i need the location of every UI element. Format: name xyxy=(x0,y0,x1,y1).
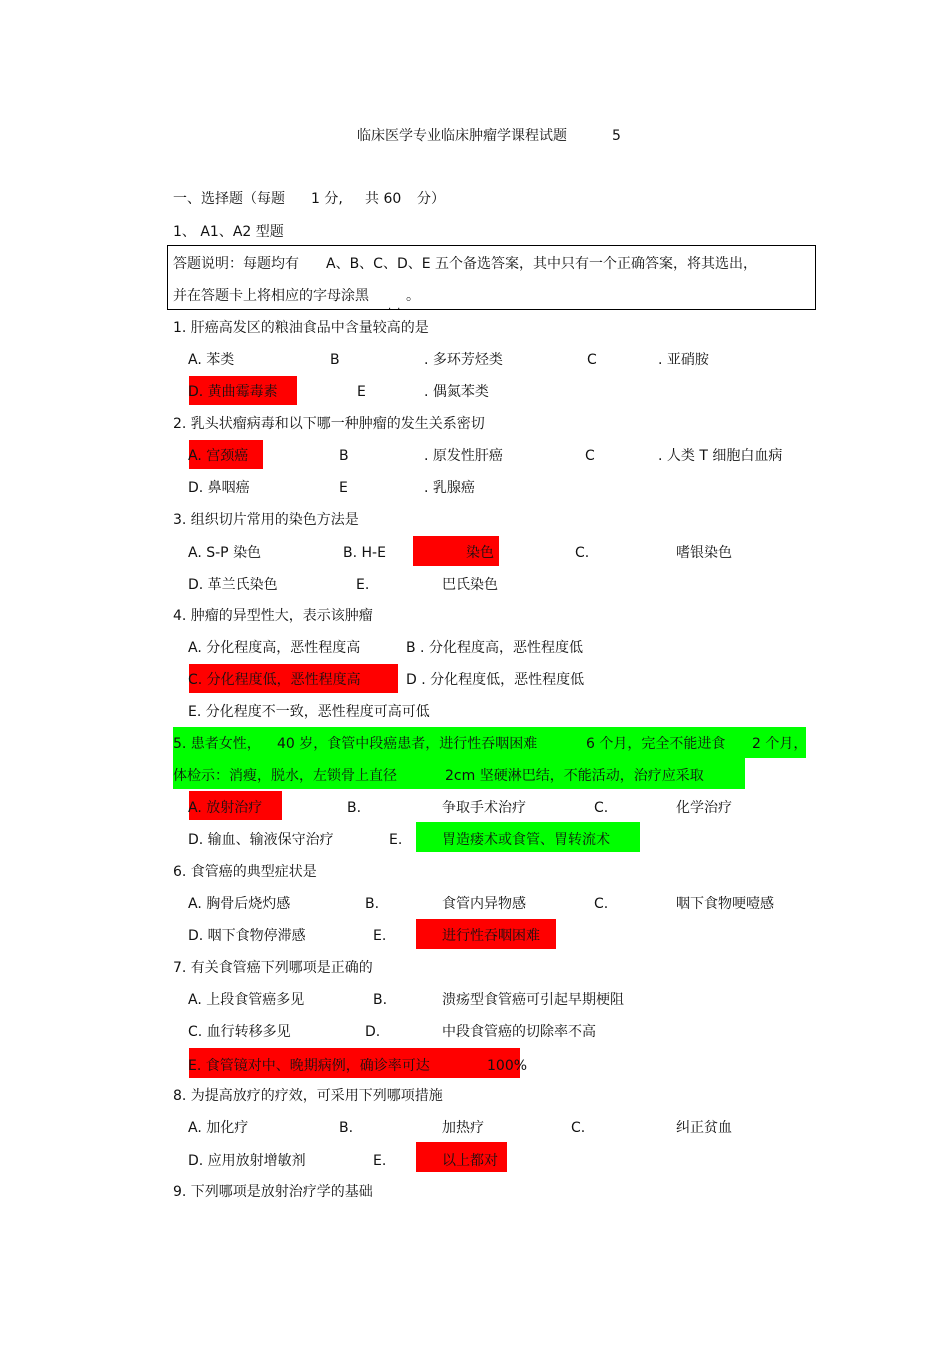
q3-option-a: A. S-P 染色 xyxy=(188,545,262,561)
q3-option-c: C. xyxy=(575,545,590,561)
q4-option-b: B . 分化程度高，恶性程度低 xyxy=(406,640,583,656)
q2-option-c-letter: C xyxy=(585,448,595,464)
q8-stem: 8. 为提高放疗的疗效，可采用下列哪项措施 xyxy=(173,1088,443,1104)
q5-stem-line2-part2: 2cm 坚硬淋巴结，不能活动，治疗应采取 xyxy=(445,768,704,784)
q8-option-d: D. 应用放射增敏剂 xyxy=(188,1153,306,1169)
q5-stem-line2-part1: 体检示：消瘦，脱水，左锁骨上直径 xyxy=(173,768,397,784)
q8-option-c-text: 纠正贫血 xyxy=(676,1120,732,1136)
q8-option-a: A. 加化疗 xyxy=(188,1120,249,1136)
q1-stem: 1. 肝癌高发区的粮油食品中含量较高的是 xyxy=(173,320,429,336)
q6-option-e: E. xyxy=(373,928,387,944)
q5-option-e-text: 胃造瘘术或食管、胃转流术 xyxy=(442,832,610,848)
q7-option-c: C. 血行转移多见 xyxy=(188,1024,291,1040)
section-heading-part1: 一、选择题（每题 xyxy=(173,191,285,207)
instructions-line1-options: A、B、C、D、E 五个备选答案，其中只有一个正确答案，将其选出， xyxy=(326,256,758,272)
instructions-line2-end: 。 xyxy=(406,288,420,304)
section-heading-part3: 共 60 xyxy=(365,191,402,207)
q5-option-c-text: 化学治疗 xyxy=(676,800,732,816)
q2-option-a: A. 宫颈癌 xyxy=(188,448,249,464)
q4-option-e: E. 分化程度不一致，恶性程度可高可低 xyxy=(188,704,430,720)
q8-option-b: B. xyxy=(339,1120,354,1136)
page-title-number: 5 xyxy=(612,128,621,144)
q4-option-a: A. 分化程度高，恶性程度高 xyxy=(188,640,361,656)
q7-option-e: E. 食管镜对中、晚期病例，确诊率可达 xyxy=(188,1058,430,1074)
q2-option-d: D. 鼻咽癌 xyxy=(188,480,250,496)
q1-option-b-text: . 多环芳烃类 xyxy=(424,352,503,368)
section-heading-part4: 分） xyxy=(417,191,445,207)
q3-option-b-text: 染色 xyxy=(466,545,494,561)
q6-option-c: C. xyxy=(594,896,609,912)
q7-option-e-percent: 100% xyxy=(487,1058,528,1074)
emphasis-dots: .. xyxy=(388,301,407,312)
q3-option-b: B. H-E xyxy=(343,545,386,561)
q9-stem: 9. 下列哪项是放射治疗学的基础 xyxy=(173,1184,373,1200)
q8-option-b-text: 加热疗 xyxy=(442,1120,484,1136)
q4-stem: 4. 肿瘤的异型性大，表示该肿瘤 xyxy=(173,608,373,624)
q3-option-e-text: 巴氏染色 xyxy=(442,577,498,593)
q5-stem-part4: 2 个月， xyxy=(752,736,808,752)
q5-stem-part3: 6 个月，完全不能进食 xyxy=(586,736,726,752)
q5-option-e: E. xyxy=(389,832,403,848)
page-title: 临床医学专业临床肿瘤学课程试题 xyxy=(357,128,567,144)
q3-option-e: E. xyxy=(356,577,370,593)
q6-option-e-text: 进行性吞咽困难 xyxy=(442,928,540,944)
q5-option-b-text: 争取手术治疗 xyxy=(442,800,526,816)
q5-stem-part1: 5. 患者女性， xyxy=(173,736,261,752)
instructions-line1: 答题说明：每题均有 xyxy=(173,256,299,272)
q1-option-d: D. 黄曲霉毒素 xyxy=(188,384,278,400)
q1-option-b-letter: B xyxy=(330,352,340,368)
q5-option-d: D. 输血、输液保守治疗 xyxy=(188,832,334,848)
q6-option-d: D. 咽下食物停滞感 xyxy=(188,928,306,944)
q1-option-e-letter: E xyxy=(357,384,366,400)
q3-stem: 3. 组织切片常用的染色方法是 xyxy=(173,512,359,528)
q6-option-c-text: 咽下食物哽噎感 xyxy=(676,896,774,912)
q5-option-a: A. 放射治疗 xyxy=(188,800,263,816)
section-heading-part2: 1 分, xyxy=(311,191,343,207)
q2-option-b-letter: B xyxy=(339,448,349,464)
q6-option-b: B. xyxy=(365,896,380,912)
subsection-heading: 1、 A1、A2 型题 xyxy=(173,224,284,240)
q8-option-e: E. xyxy=(373,1153,387,1169)
q6-option-a: A. 胸骨后烧灼感 xyxy=(188,896,291,912)
q6-option-b-text: 食管内异物感 xyxy=(442,896,526,912)
q2-option-c-text: . 人类 T 细胞白血病 xyxy=(658,448,783,464)
q2-option-e-text: . 乳腺癌 xyxy=(424,480,475,496)
q5-option-b: B. xyxy=(347,800,362,816)
q2-option-b-text: . 原发性肝癌 xyxy=(424,448,503,464)
q1-option-a: A. 苯类 xyxy=(188,352,235,368)
q2-option-e-letter: E xyxy=(339,480,348,496)
q7-option-b: B. xyxy=(373,992,388,1008)
q8-option-c: C. xyxy=(571,1120,586,1136)
q7-option-d: D. xyxy=(365,1024,381,1040)
instructions-line2: 并在答题卡上将相应的字母涂黑 xyxy=(173,288,369,304)
q7-stem: 7. 有关食管癌下列哪项是正确的 xyxy=(173,960,373,976)
q7-option-d-text: 中段食管癌的切除率不高 xyxy=(442,1024,596,1040)
q5-option-c: C. xyxy=(594,800,609,816)
q3-option-c-text: 嗜银染色 xyxy=(676,545,732,561)
q1-option-c-text: . 亚硝胺 xyxy=(658,352,709,368)
q8-option-e-text: 以上都对 xyxy=(442,1153,498,1169)
q6-stem: 6. 食管癌的典型症状是 xyxy=(173,864,317,880)
q5-stem-part2: 40 岁，食管中段癌患者，进行性吞咽困难 xyxy=(277,736,538,752)
q1-option-c-letter: C xyxy=(587,352,597,368)
q1-option-e-text: . 偶氮苯类 xyxy=(424,384,489,400)
q7-option-a: A. 上段食管癌多见 xyxy=(188,992,305,1008)
q4-option-c: C. 分化程度低，恶性程度高 xyxy=(188,672,361,688)
q3-option-d: D. 革兰氏染色 xyxy=(188,577,278,593)
q2-stem: 2. 乳头状瘤病毒和以下哪一种肿瘤的发生关系密切 xyxy=(173,416,485,432)
q7-option-b-text: 溃疡型食管癌可引起早期梗阻 xyxy=(442,992,624,1008)
q4-option-d: D . 分化程度低，恶性程度低 xyxy=(406,672,585,688)
